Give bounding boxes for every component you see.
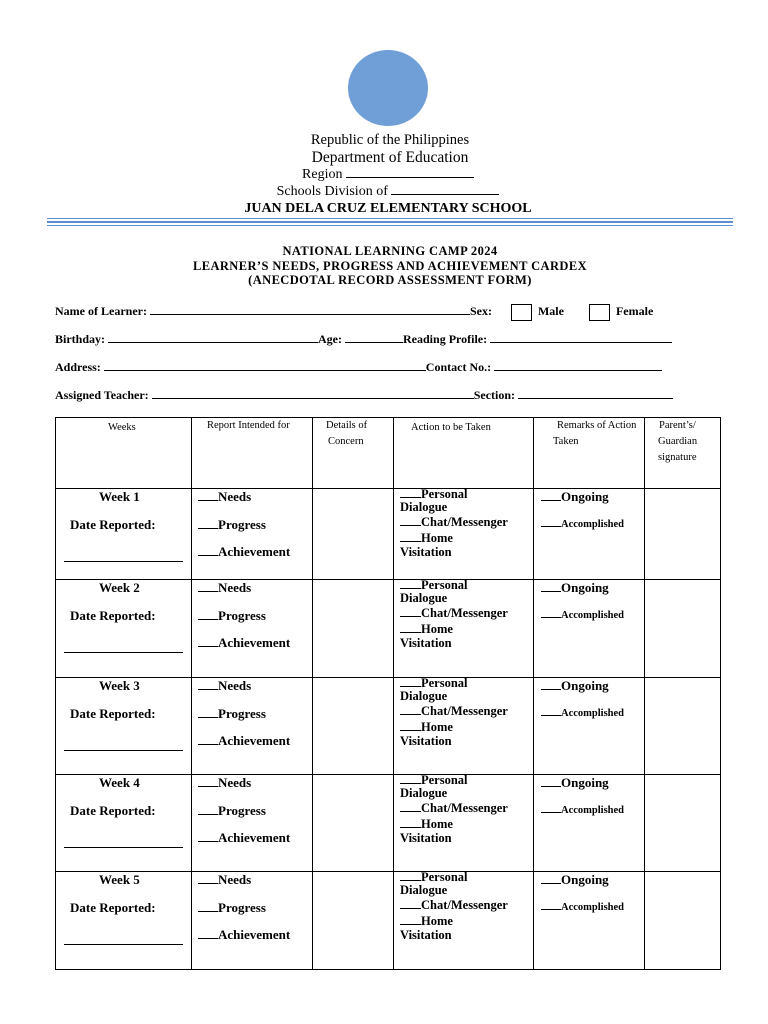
home-visitation-option-label: Home bbox=[421, 622, 453, 636]
accomplished-option[interactable] bbox=[541, 519, 624, 530]
blank-line[interactable] bbox=[541, 617, 561, 618]
needs-option-label: Needs bbox=[218, 775, 252, 790]
date-reported-field[interactable] bbox=[64, 652, 183, 653]
ongoing-option[interactable] bbox=[541, 489, 609, 505]
chat-messenger-option[interactable] bbox=[400, 898, 508, 913]
progress-option-label: Progress bbox=[218, 608, 266, 623]
accomplished-option-label: Accomplished bbox=[561, 610, 624, 621]
accomplished-option[interactable] bbox=[541, 610, 624, 621]
guardian-signature-cell[interactable] bbox=[645, 580, 721, 677]
dialogue-text: Dialogue bbox=[400, 591, 448, 605]
ongoing-option-label: Ongoing bbox=[561, 775, 609, 790]
details-of-concern-cell[interactable] bbox=[313, 872, 393, 970]
blank-line[interactable] bbox=[541, 500, 561, 501]
blank-line[interactable] bbox=[198, 911, 218, 912]
needs-option-label: Needs bbox=[218, 489, 252, 504]
chat-messenger-option-label: Chat/Messenger bbox=[421, 898, 508, 912]
week-label: Week 3 bbox=[99, 678, 140, 693]
blank-line[interactable] bbox=[400, 730, 421, 731]
blank-line[interactable] bbox=[541, 909, 561, 910]
accomplished-option-label: Accomplished bbox=[561, 902, 624, 913]
blank-line[interactable] bbox=[400, 783, 421, 784]
personal-dialogue-option-label: Personal bbox=[421, 676, 468, 690]
achievement-option[interactable] bbox=[198, 927, 290, 943]
school-name: JUAN DELA CRUZ ELEMENTARY SCHOOL bbox=[244, 201, 532, 216]
visitation-text: Visitation bbox=[400, 545, 452, 559]
accomplished-option-label: Accomplished bbox=[561, 805, 624, 816]
blank-line[interactable] bbox=[198, 619, 218, 620]
progress-option-label: Progress bbox=[218, 803, 266, 818]
age-field[interactable] bbox=[345, 331, 403, 343]
date-reported-field[interactable] bbox=[64, 750, 183, 751]
blank-line[interactable] bbox=[198, 786, 218, 787]
blank-line[interactable] bbox=[400, 497, 421, 498]
deped-seal-logo bbox=[348, 50, 428, 126]
birthday-row bbox=[55, 331, 672, 347]
guardian-signature-cell[interactable] bbox=[645, 872, 721, 970]
needs-option-label: Needs bbox=[218, 580, 252, 595]
ongoing-option[interactable] bbox=[541, 872, 609, 888]
chat-messenger-option-label: Chat/Messenger bbox=[421, 606, 508, 620]
header-rule bbox=[47, 225, 733, 226]
date-reported-label: Date Reported: bbox=[70, 900, 156, 915]
home-visitation-option-label: Home bbox=[421, 720, 453, 734]
guardian-signature-cell[interactable] bbox=[645, 775, 721, 871]
blank-line[interactable] bbox=[541, 526, 561, 527]
ongoing-option-label: Ongoing bbox=[561, 580, 609, 595]
header-details-line2: Concern bbox=[328, 436, 364, 447]
contact-field[interactable] bbox=[494, 359, 662, 371]
sex-label: Sex: bbox=[469, 304, 492, 318]
date-reported-label: Date Reported: bbox=[70, 517, 156, 532]
header-remarks-line2: Taken bbox=[553, 436, 579, 447]
blank-line[interactable] bbox=[400, 525, 421, 526]
reading-profile-label: Reading Profile: bbox=[403, 332, 488, 346]
home-visitation-option-label: Home bbox=[421, 817, 453, 831]
blank-line[interactable] bbox=[400, 880, 421, 881]
progress-option-label: Progress bbox=[218, 517, 266, 532]
ongoing-option-label: Ongoing bbox=[561, 872, 609, 887]
chat-messenger-option-label: Chat/Messenger bbox=[421, 704, 508, 718]
personal-dialogue-option-label: Personal bbox=[421, 578, 468, 592]
date-reported-field[interactable] bbox=[64, 944, 183, 945]
home-visitation-option-label: Home bbox=[421, 531, 453, 545]
date-reported-label: Date Reported: bbox=[70, 706, 156, 721]
needs-option[interactable] bbox=[198, 489, 251, 505]
achievement-option-label: Achievement bbox=[218, 830, 291, 845]
blank-line[interactable] bbox=[400, 924, 421, 925]
dialogue-text: Dialogue bbox=[400, 689, 448, 703]
form-title-line1: NATIONAL LEARNING CAMP 2024 bbox=[282, 244, 498, 258]
birthday-label: Birthday: bbox=[55, 332, 106, 346]
column-divider bbox=[191, 418, 192, 969]
name-row bbox=[55, 303, 653, 321]
home-visitation-option[interactable] bbox=[400, 914, 453, 929]
form-title-line3: (ANECDOTAL RECORD ASSESSMENT FORM) bbox=[248, 273, 532, 287]
needs-option-label: Needs bbox=[218, 678, 252, 693]
progress-option-label: Progress bbox=[218, 900, 266, 915]
male-label: Male bbox=[537, 304, 564, 318]
blank-line[interactable] bbox=[541, 812, 561, 813]
chat-messenger-option[interactable] bbox=[400, 606, 508, 621]
column-divider bbox=[393, 418, 394, 969]
header-parent-line3: signature bbox=[658, 452, 697, 463]
name-label: Name of Learner: bbox=[55, 304, 147, 318]
ongoing-option[interactable] bbox=[541, 580, 609, 596]
header-remarks-line1: Remarks of Action bbox=[557, 420, 637, 431]
blank-line[interactable] bbox=[541, 591, 561, 592]
column-divider bbox=[533, 418, 534, 969]
blank-line[interactable] bbox=[400, 827, 421, 828]
blank-line[interactable] bbox=[541, 883, 561, 884]
details-of-concern-cell[interactable] bbox=[313, 678, 393, 774]
dialogue-text: Dialogue bbox=[400, 786, 448, 800]
details-of-concern-cell[interactable] bbox=[313, 775, 393, 871]
achievement-option-label: Achievement bbox=[218, 733, 291, 748]
dialogue-text: Dialogue bbox=[400, 500, 448, 514]
header-rule bbox=[47, 218, 733, 219]
blank-line[interactable] bbox=[198, 938, 218, 939]
home-visitation-option-label: Home bbox=[421, 914, 453, 928]
cardex-table bbox=[55, 417, 721, 970]
blank-line[interactable] bbox=[198, 555, 218, 556]
blank-line[interactable] bbox=[541, 689, 561, 690]
chat-messenger-option-label: Chat/Messenger bbox=[421, 801, 508, 815]
section-field[interactable] bbox=[518, 387, 673, 399]
needs-option[interactable] bbox=[198, 872, 251, 888]
achievement-option-label: Achievement bbox=[218, 544, 291, 559]
week-label: Week 5 bbox=[99, 872, 140, 887]
blank-line[interactable] bbox=[541, 715, 561, 716]
accomplished-option[interactable] bbox=[541, 902, 624, 913]
region-label: Region bbox=[302, 167, 343, 182]
needs-option[interactable] bbox=[198, 580, 251, 596]
blank-line[interactable] bbox=[198, 646, 218, 647]
progress-option-label: Progress bbox=[218, 706, 266, 721]
blank-line[interactable] bbox=[198, 883, 218, 884]
visitation-text: Visitation bbox=[400, 928, 452, 942]
teacher-label: Assigned Teacher: bbox=[55, 388, 149, 402]
progress-option[interactable] bbox=[198, 608, 266, 624]
blank-line[interactable] bbox=[400, 714, 421, 715]
header-action: Action to be Taken bbox=[411, 422, 491, 433]
blank-line[interactable] bbox=[400, 541, 421, 542]
contact-label: Contact No.: bbox=[425, 360, 492, 374]
needs-option-label: Needs bbox=[218, 872, 252, 887]
progress-option[interactable] bbox=[198, 517, 266, 533]
ongoing-option-label: Ongoing bbox=[561, 489, 609, 504]
blank-line[interactable] bbox=[198, 717, 218, 718]
address-label: Address: bbox=[55, 360, 101, 374]
achievement-option[interactable] bbox=[198, 830, 290, 846]
visitation-text: Visitation bbox=[400, 734, 452, 748]
ongoing-option[interactable] bbox=[541, 678, 609, 694]
address-row bbox=[55, 359, 662, 375]
header-rule bbox=[47, 221, 733, 223]
teacher-field[interactable] bbox=[152, 387, 474, 399]
date-reported-label: Date Reported: bbox=[70, 608, 156, 623]
home-visitation-option[interactable] bbox=[400, 817, 453, 832]
blank-line[interactable] bbox=[198, 500, 218, 501]
blank-line[interactable] bbox=[541, 786, 561, 787]
name-field[interactable] bbox=[150, 303, 470, 315]
division-line bbox=[4, 183, 768, 200]
personal-dialogue-option-label: Personal bbox=[421, 773, 468, 787]
achievement-option-label: Achievement bbox=[218, 927, 291, 942]
chat-messenger-option[interactable] bbox=[400, 801, 508, 816]
blank-line[interactable] bbox=[400, 811, 421, 812]
ongoing-option-label: Ongoing bbox=[561, 678, 609, 693]
region-blank[interactable] bbox=[346, 166, 474, 178]
header-weeks: Weeks bbox=[108, 422, 136, 433]
accomplished-option-label: Accomplished bbox=[561, 519, 624, 530]
dialogue-text: Dialogue bbox=[400, 883, 448, 897]
progress-option[interactable] bbox=[198, 706, 266, 722]
female-label: Female bbox=[615, 304, 654, 318]
department-heading: Department of Education bbox=[311, 149, 469, 166]
female-checkbox[interactable] bbox=[589, 304, 610, 321]
birthday-field[interactable] bbox=[108, 331, 318, 343]
blank-line[interactable] bbox=[198, 744, 218, 745]
visitation-text: Visitation bbox=[400, 636, 452, 650]
header-parent-line2: Guardian bbox=[658, 436, 698, 447]
date-reported-field[interactable] bbox=[64, 561, 183, 562]
blank-line[interactable] bbox=[400, 686, 421, 687]
division-label: Schools Division of bbox=[276, 184, 388, 199]
blank-line[interactable] bbox=[198, 689, 218, 690]
section-label: Section: bbox=[473, 388, 516, 402]
accomplished-option-label: Accomplished bbox=[561, 708, 624, 719]
age-label: Age: bbox=[318, 332, 343, 346]
home-visitation-option[interactable] bbox=[400, 720, 453, 735]
blank-line[interactable] bbox=[400, 908, 421, 909]
header-parent-line1: Parent’s/ bbox=[659, 420, 696, 431]
blank-line[interactable] bbox=[198, 841, 218, 842]
male-checkbox[interactable] bbox=[511, 304, 532, 321]
progress-option[interactable] bbox=[198, 803, 266, 819]
blank-line[interactable] bbox=[198, 528, 218, 529]
home-visitation-option[interactable] bbox=[400, 531, 453, 546]
personal-dialogue-option-label: Personal bbox=[421, 487, 468, 501]
week-label: Week 1 bbox=[99, 489, 140, 504]
home-visitation-option[interactable] bbox=[400, 622, 453, 637]
details-of-concern-cell[interactable] bbox=[313, 580, 393, 677]
needs-option[interactable] bbox=[198, 775, 251, 791]
blank-line[interactable] bbox=[198, 814, 218, 815]
blank-line[interactable] bbox=[400, 588, 421, 589]
accomplished-option[interactable] bbox=[541, 805, 624, 816]
ongoing-option[interactable] bbox=[541, 775, 609, 791]
blank-line[interactable] bbox=[198, 591, 218, 592]
achievement-option-label: Achievement bbox=[218, 635, 291, 650]
guardian-signature-cell[interactable] bbox=[645, 489, 721, 579]
achievement-option[interactable] bbox=[198, 733, 290, 749]
achievement-option[interactable] bbox=[198, 635, 290, 651]
form-title-line2: LEARNER’S NEEDS, PROGRESS AND ACHIEVEMENT CARDEX bbox=[192, 259, 588, 273]
teacher-row bbox=[55, 387, 673, 403]
guardian-signature-cell[interactable] bbox=[645, 678, 721, 774]
header-details-line1: Details of bbox=[326, 420, 368, 431]
achievement-option[interactable] bbox=[198, 544, 290, 560]
chat-messenger-option[interactable] bbox=[400, 704, 508, 719]
blank-line[interactable] bbox=[400, 632, 421, 633]
header-report: Report Intended for bbox=[207, 420, 290, 431]
republic-heading: Republic of the Philippines bbox=[310, 132, 470, 148]
blank-line[interactable] bbox=[400, 616, 421, 617]
needs-option[interactable] bbox=[198, 678, 251, 694]
details-of-concern-cell[interactable] bbox=[313, 489, 393, 579]
week-label: Week 4 bbox=[99, 775, 140, 790]
division-blank[interactable] bbox=[391, 183, 499, 195]
date-reported-label: Date Reported: bbox=[70, 803, 156, 818]
chat-messenger-option-label: Chat/Messenger bbox=[421, 515, 508, 529]
region-line bbox=[4, 166, 768, 183]
visitation-text: Visitation bbox=[400, 831, 452, 845]
chat-messenger-option[interactable] bbox=[400, 515, 508, 530]
reading-profile-field[interactable] bbox=[490, 331, 672, 343]
accomplished-option[interactable] bbox=[541, 708, 624, 719]
personal-dialogue-option-label: Personal bbox=[421, 870, 468, 884]
progress-option[interactable] bbox=[198, 900, 266, 916]
week-label: Week 2 bbox=[99, 580, 140, 595]
address-field[interactable] bbox=[104, 359, 426, 371]
date-reported-field[interactable] bbox=[64, 847, 183, 848]
